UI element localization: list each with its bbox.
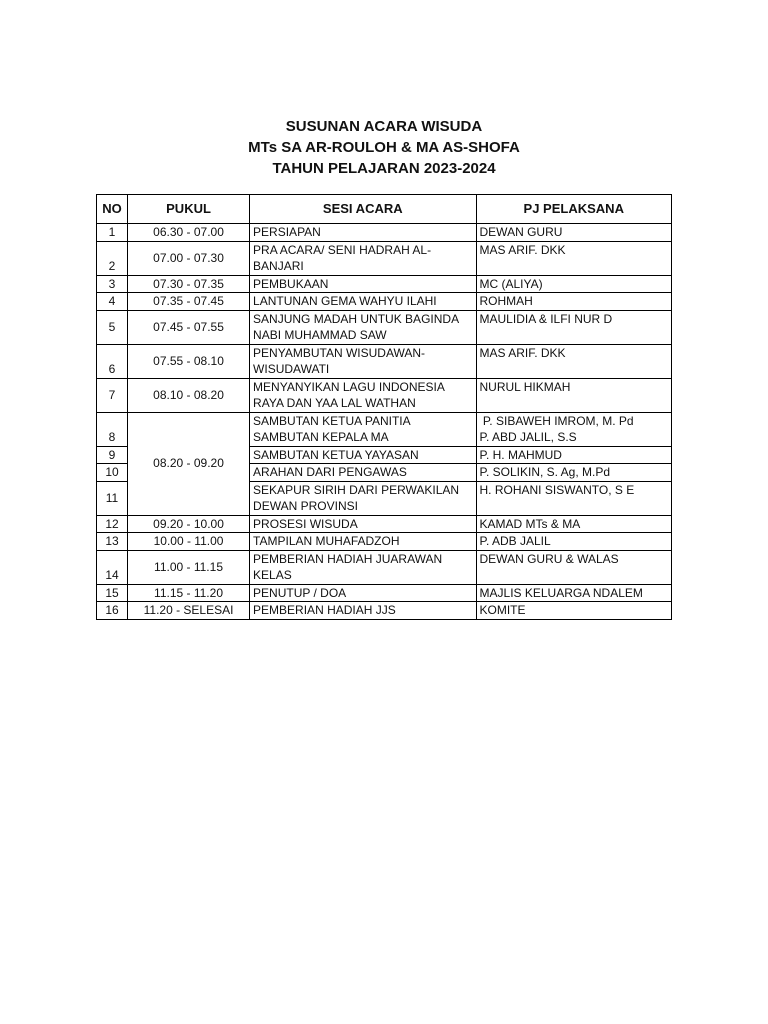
row-pukul: 06.30 - 07.00 [128,224,250,242]
row-no: 12 [97,515,128,533]
row-sesi: SEKAPUR SIRIH DARI PERWAKILAN DEWAN PROVINSI [250,481,476,515]
row-pukul: 07.55 - 08.10 [128,344,250,378]
row-sesi: MENYANYIKAN LAGU INDONESIA RAYA DAN YAA LAL WATHAN [250,378,476,412]
row-no: 2 [97,241,128,275]
row-sesi: PROSESI WISUDA [250,515,476,533]
document-title [0,116,768,179]
row-pj: DEWAN GURU [476,224,671,242]
row-sesi: LANTUNAN GEMA WAHYU ILAHI [250,293,476,311]
row-sesi: PERSIAPAN [250,224,476,242]
row-no: 3 [97,275,128,293]
row-pukul: 10.00 - 11.00 [128,533,250,551]
table-row [97,310,672,344]
row-no: 7 [97,378,128,412]
row-pj: MAS ARIF. DKK [476,344,671,378]
row-pj: P. ADB JALIL [476,533,671,551]
row-no: 14 [97,550,128,584]
row-sesi: PENYAMBUTAN WISUDAWAN-WISUDAWATI [250,344,476,378]
row-sesi-line: SAMBUTAN KETUA PANITIA [253,413,411,428]
row-sesi: PEMBERIAN HADIAH JUARAWAN KELAS [250,550,476,584]
row-no: 1 [97,224,128,242]
row-pukul: 11.15 - 11.20 [128,584,250,602]
header-pj-pelaksana: PJ PELAKSANA [476,195,671,224]
row-pukul: 11.00 - 11.15 [128,550,250,584]
table-row [97,515,672,533]
table-row [97,344,672,378]
row-sesi-line: SAMBUTAN KEPALA MA [253,430,389,444]
table-row [97,584,672,602]
table-row [97,533,672,551]
table-row [97,293,672,311]
row-sesi: PEMBUKAAN [250,275,476,293]
row-pukul: 09.20 - 10.00 [128,515,250,533]
row-sesi: SANJUNG MADAH UNTUK BAGINDA NABI MUHAMMAD SAW [250,310,476,344]
row-no: 16 [97,602,128,620]
table-row [97,602,672,620]
row-sesi: PEMBERIAN HADIAH JJS [250,602,476,620]
row-sesi [250,412,476,446]
row-sesi: TAMPILAN MUHAFADZOH [250,533,476,551]
row-pukul: 11.20 - SELESAI [128,602,250,620]
row-pj: KOMITE [476,602,671,620]
row-no: 8 [97,412,128,446]
table-row [97,550,672,584]
row-pukul: 07.00 - 07.30 [128,241,250,275]
row-pukul: 07.45 - 07.55 [128,310,250,344]
row-sesi: ARAHAN DARI PENGAWAS [250,464,476,482]
row-no: 11 [97,481,128,515]
row-pj-line: P. ABD JALIL, S.S [479,430,577,444]
row-pj: P. SOLIKIN, S. Ag, M.Pd [476,464,671,482]
row-no: 13 [97,533,128,551]
table-row [97,275,672,293]
row-pj-line: P. SIBAWEH IMROM, M. Pd [479,413,634,428]
row-no: 5 [97,310,128,344]
header-sesi-acara: SESI ACARA [250,195,476,224]
row-no: 15 [97,584,128,602]
row-pukul: 08.10 - 08.20 [128,378,250,412]
row-sesi: PENUTUP / DOA [250,584,476,602]
row-pukul: 07.35 - 07.45 [128,293,250,311]
row-pj: MAULIDIA & ILFI NUR D [476,310,671,344]
row-pj: NURUL HIKMAH [476,378,671,412]
row-pj: ROHMAH [476,293,671,311]
title-line-1: SUSUNAN ACARA WISUDA [285,118,483,135]
row-pj: MAJLIS KELUARGA NDALEM [476,584,671,602]
row-no: 9 [97,446,128,464]
row-pj: P. H. MAHMUD [476,446,671,464]
table-row [97,224,672,242]
table-row [97,412,672,446]
header-no: NO [97,195,128,224]
header-pukul: PUKUL [128,195,250,224]
row-no: 10 [97,464,128,482]
agenda-table [96,194,672,620]
row-sesi: PRA ACARA/ SENI HADRAH AL-BANJARI [250,241,476,275]
row-pj: MC (ALIYA) [476,275,671,293]
row-no: 6 [97,344,128,378]
table-row [97,241,672,275]
title-line-2: MTs SA AR-ROULOH & MA AS-SHOFA [248,139,520,156]
row-pukul: 08.20 - 09.20 [128,412,250,515]
row-pj: DEWAN GURU & WALAS [476,550,671,584]
row-pj: MAS ARIF. DKK [476,241,671,275]
title-line-3: TAHUN PELAJARAN 2023-2024 [272,160,496,177]
row-sesi: SAMBUTAN KETUA YAYASAN [250,446,476,464]
row-pj [476,412,671,446]
table-header-row [97,195,672,224]
row-pukul: 07.30 - 07.35 [128,275,250,293]
row-no: 4 [97,293,128,311]
row-pj: H. ROHANI SISWANTO, S E [476,481,671,515]
row-pj: KAMAD MTs & MA [476,515,671,533]
table-row [97,378,672,412]
